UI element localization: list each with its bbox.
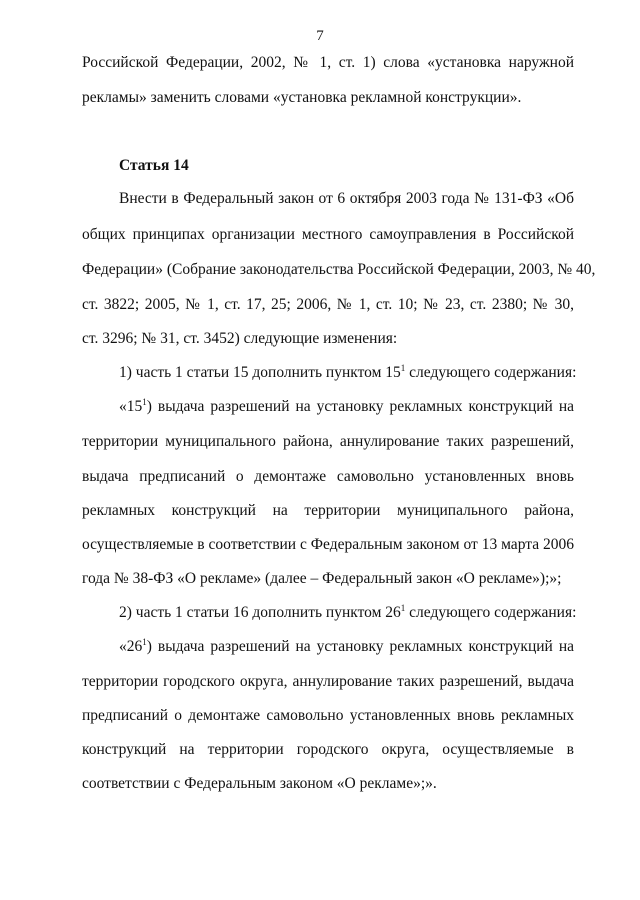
item-1-quote-start: «15 [119, 398, 143, 415]
paragraph-line: общих принципах организации местного самоуправления в Российской [82, 226, 574, 243]
item-1-lead [119, 363, 577, 383]
item-1-first-line [119, 397, 574, 417]
paragraph-line: соответствии с Федеральным законом «О рекламе»;». [82, 775, 437, 792]
superscript: 1 [142, 637, 147, 647]
paragraph-line: рекламных конструкций на территории муниципального района, [82, 502, 574, 519]
item-2-quote-start: «26 [119, 638, 143, 655]
item-2-lead [119, 603, 577, 623]
article-heading: Статья 14 [119, 157, 189, 174]
paragraph-line: осуществляемые в соответствии с Федеральным законом от 13 марта 2006 [82, 536, 574, 553]
paragraph-line: года № 38-ФЗ «О рекламе» (далее – Федеральный закон «О рекламе»);»; [82, 570, 562, 587]
item-2-first-line [119, 637, 574, 657]
item-1-lead-text: 1) часть 1 статьи 15 дополнить пунктом 15 [119, 364, 401, 381]
paragraph-line: рекламы» заменить словами «установка рекламной конструкции». [82, 89, 522, 106]
paragraph-line: Федерации» (Собрание законодательства Российской Федерации, 2003, № 40, [82, 261, 596, 278]
paragraph-line: ст. 3822; 2005, № 1, ст. 17, 25; 2006, № 1, ст. 10; № 23, ст. 2380; № 30, [82, 296, 574, 313]
paragraph-line: выдача предписаний о демонтаже самовольно установленных вновь [82, 468, 574, 485]
superscript: 1 [400, 603, 406, 613]
paragraph-line: Внести в Федеральный закон от 6 октября 2003 года № 131-ФЗ «Об [119, 190, 574, 207]
item-2-lead-text: 2) часть 1 статьи 16 дополнить пунктом 26 [119, 604, 401, 621]
superscript: 1 [142, 397, 147, 407]
paragraph-line: Российской Федерации, 2002, № 1, ст. 1) слова «установка наружной [82, 54, 574, 71]
paragraph-line: предписаний о демонтаже самовольно установленных вновь рекламных [82, 707, 574, 724]
paragraph-line: ст. 3296; № 31, ст. 3452) следующие изменения: [82, 330, 398, 347]
item-2-quote-text: ) выдача разрешений на установку рекламных конструкций на [146, 638, 574, 655]
paragraph-line: территории городского округа, аннулирование таких разрешений, выдача [82, 673, 574, 690]
item-1-quote-text: ) выдача разрешений на установку рекламных конструкций на [146, 398, 574, 415]
paragraph-line: территории муниципального района, аннулирование таких разрешений, [82, 433, 574, 450]
item-2-lead-text: следующего содержания: [405, 604, 577, 621]
superscript: 1 [400, 363, 406, 373]
item-1-lead-text: следующего содержания: [405, 364, 577, 381]
paragraph-line: конструкций на территории городского округа, осуществляемые в [82, 741, 574, 758]
page-number: 7 [316, 28, 324, 44]
